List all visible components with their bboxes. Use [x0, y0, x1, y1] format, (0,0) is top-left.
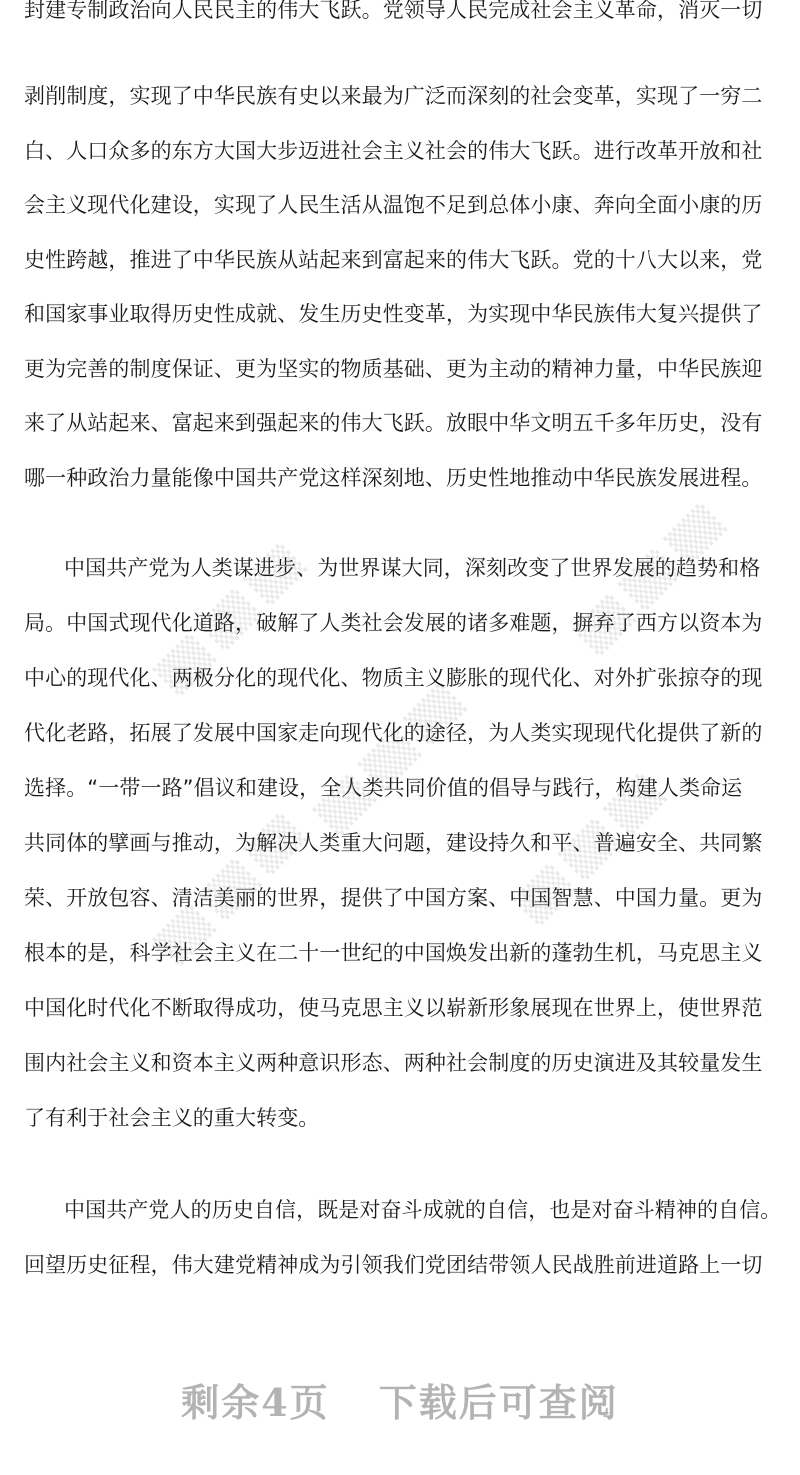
- download-to-view-label: 下载后可查阅: [378, 1380, 619, 1425]
- watermark: ▒▒ ▒▒ ▒▒: [312, 682, 469, 838]
- paragraph-line: 白、人口众多的东方大国大步迈进社会主义社会的伟大飞跃。进行改革开放和社: [24, 139, 763, 163]
- paragraph-line: 中国共产党人的历史自信，既是对奋斗成就的自信，也是对奋斗精神的自信。: [64, 1198, 782, 1222]
- remaining-pages-label: 剩余4页: [181, 1380, 330, 1425]
- paragraph-line: 荣、开放包容、清洁美丽的世界，提供了中国方案、中国智慧、中国力量。更为: [24, 886, 763, 910]
- paragraph-line: 回望历史征程，伟大建党精神成为引领我们党团结带领人民战胜前进道路上一切: [24, 1253, 763, 1277]
- paragraph-line: 和国家事业取得历史性成就、发生历史性变革，为实现中华民族伟大复兴提供了: [24, 302, 763, 326]
- download-prompt[interactable]: [0, 1372, 800, 1432]
- paragraph-line: 代化老路，拓展了发展中国家走向现代化的途径，为人类实现现代化提供了新的: [24, 721, 763, 745]
- paragraph-line: 围内社会主义和资本主义两种意识形态、两种社会制度的历史演进及其较量发生: [24, 1051, 763, 1075]
- paragraph-line: 会主义现代化建设，实现了人民生活从温饱不足到总体小康、奔向全面小康的历: [24, 193, 763, 217]
- paragraph-line: 中心的现代化、两极分化的现代化、物质主义膨胀的现代化、对外扩张掠夺的现: [24, 666, 763, 690]
- paragraph-line: 中国化时代化不断取得成功，使马克思主义以崭新形象展现在世界上，使世界范: [24, 996, 763, 1020]
- watermark: ▒▒ ▒▒ ▒▒: [152, 542, 309, 698]
- paragraph-line: 封建专制政治向人民民主的伟大飞跃。党领导人民完成社会主义革命，消灭一切: [24, 0, 763, 22]
- watermark: ▒▒ ▒▒ ▒▒: [512, 772, 669, 928]
- paragraph-line: 史性跨越，推进了中华民族从站起来到富起来的伟大飞跃。党的十八大以来，党: [24, 248, 763, 272]
- paragraph-line: 选择。“一带一路”倡议和建设，全人类共同价值的倡导与践行，构建人类命运: [24, 776, 743, 800]
- paragraph-line: 更为完善的制度保证、更为坚实的物质基础、更为主动的精神力量，中华民族迎: [24, 357, 763, 381]
- watermark: ▒▒ ▒▒ ▒▒: [572, 502, 729, 658]
- watermark: ▒▒ ▒▒ ▒▒: [152, 812, 309, 968]
- paragraph-line: 局。中国式现代化道路，破解了人类社会发展的诸多难题，摒弃了西方以资本为: [24, 611, 763, 635]
- paragraph-line: 中国共产党为人类谋进步、为世界谋大同，深刻改变了世界发展的趋势和格: [64, 556, 761, 580]
- paragraph-line: 了有利于社会主义的重大转变。: [24, 1106, 320, 1130]
- paragraph-line: 共同体的擘画与推动，为解决人类重大问题，建设持久和平、普遍安全、共同繁: [24, 831, 763, 855]
- paragraph-line: 来了从站起来、富起来到强起来的伟大飞跃。放眼中华文明五千多年历史，没有: [24, 411, 763, 435]
- paragraph-line: 剥削制度，实现了中华民族有史以来最为广泛而深刻的社会变革，实现了一穷二: [24, 84, 763, 108]
- paragraph-line: 根本的是，科学社会主义在二十一世纪的中国焕发出新的蓬勃生机，马克思主义: [24, 941, 763, 965]
- paragraph-line: 哪一种政治力量能像中国共产党这样深刻地、历史性地推动中华民族发展进程。: [24, 466, 763, 490]
